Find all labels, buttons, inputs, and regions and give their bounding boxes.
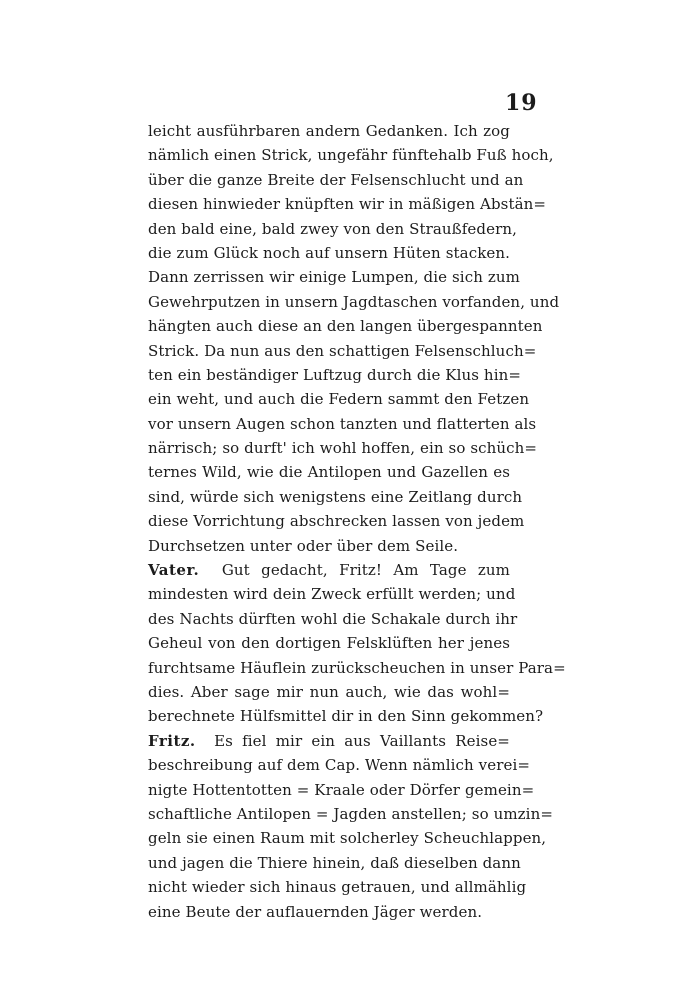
text-line: dies. Aber sage mir nun auch, wie das wohl= [148,682,510,701]
speaker-line [148,558,510,582]
text-line: Geheul von den dortigen Felsklüften her jenes [148,634,510,653]
text-line: vor unsern Augen schon tanzten und flatterten als [148,414,537,433]
text-line: furchtsame Häuflein zurückscheuchen in unser Para= [148,658,566,677]
text-line: den bald eine, bald zwey von den Straußfedern, [148,219,517,238]
text-line: nicht wieder sich hinaus getrauen, und allmählig [148,878,527,897]
text-line: geln sie einen Raum mit solcherley Scheuchlappen, [148,829,547,848]
text-line: diesen hinwieder knüpften wir in mäßigen Abstän= [148,195,547,214]
text-line: ternes Wild, wie die Antilopen und Gazellen es [148,463,510,482]
text-line: schaftliche Antilopen = Jagden anstellen; so umzin= [148,804,554,823]
text-line: des Nachts dürften wohl die Schakale durch ihr [148,609,518,628]
speaker-line [148,729,510,753]
text-line: ein weht, und auch die Federn sammt den Fetzen [148,390,530,409]
text-block [148,119,566,924]
text-line: sind, würde sich wenigstens eine Zeitlang durch [148,487,523,506]
text-line: eine Beute der auflauernden Jäger werden. [148,902,483,921]
text-line: ten ein beständiger Luftzug durch die Klus hin= [148,365,522,384]
text-line: Dann zerrissen wir einige Lumpen, die sich zum [148,268,520,287]
text-line: und jagen die Thiere hinein, daß dieselben dann [148,853,521,872]
page-number: 19 [505,90,538,116]
text-line: hängten auch diese an den langen übergespannten [148,317,543,336]
text-line: diese Vorrichtung abschrecken lassen von jedem [148,512,525,531]
text-line: die zum Glück noch auf unsern Hüten stacken. [148,243,510,262]
speaker-text: Gut gedacht, Fritz! Am Tage zum [221,561,510,580]
text-line: berechnete Hülfsmittel dir in den Sinn gekommen? [148,707,544,726]
text-line: närrisch; so durft' ich wohl hoffen, ein so schüch= [148,439,538,458]
text-line: Gewehrputzen in unsern Jagdtaschen vorfanden, und [148,292,560,311]
text-line: Strick. Da nun aus den schattigen Felsenschluch= [148,341,537,360]
text-line: beschreibung auf dem Cap. Wenn nämlich verei= [148,756,531,775]
speaker-text: Es fiel mir ein aus Vaillants Reise= [214,731,510,750]
text-line: nämlich einen Strick, ungefähr fünftehalb Fuß hoch, [148,146,554,165]
speaker-label: Fritz. [148,731,196,750]
text-line: Durchsetzen unter oder über dem Seile. [148,536,459,555]
text-line: leicht ausführbaren andern Gedanken. Ich zog [148,122,510,140]
text-line: mindesten wird dein Zweck erfüllt werden; und [148,585,516,604]
text-line: über die ganze Breite der Felsenschlucht und an [148,170,524,189]
text-line: nigte Hottentotten = Kraale oder Dörfer gemein= [148,780,535,799]
speaker-label: Vater. [148,561,200,580]
